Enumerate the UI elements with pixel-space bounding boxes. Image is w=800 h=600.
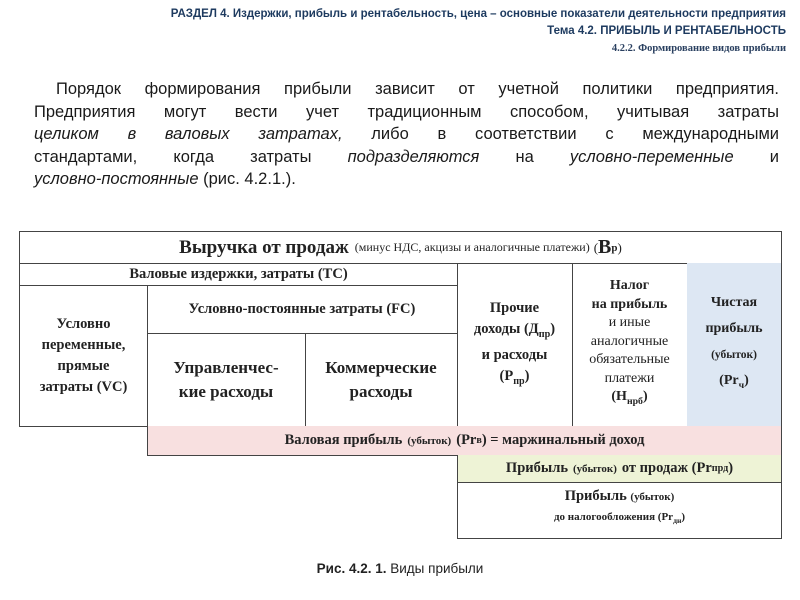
- net-l1: Чистая: [710, 295, 758, 311]
- fixed-costs-cell: [147, 286, 458, 334]
- tax-l1: Налог: [609, 278, 650, 294]
- variable-l4: затраты (VC): [39, 379, 128, 395]
- para-line-2: Предприятия могут вести учет традиционным способом, учитывая затраты: [34, 102, 779, 121]
- other-l1: Прочие: [489, 299, 540, 316]
- variable-l2: переменные,: [41, 337, 126, 353]
- comm-l2: расходы: [349, 381, 413, 401]
- gross-costs-cell: [19, 263, 458, 286]
- revenue-cell: Выручка от продаж (минус НДС, акцизы и аналогичные платежи) ( В р ): [19, 231, 782, 264]
- para-text-5: (рис. 4.2.1.).: [198, 170, 296, 188]
- sales-profit-sub: прд: [711, 463, 729, 474]
- net-profit-cell: [687, 263, 782, 427]
- net-l4: $(Pr_ч)$: [719, 373, 749, 391]
- tax-l5: обязательные: [589, 352, 670, 368]
- subtopic-header: 4.2.2. Формирование видов прибыли: [611, 43, 786, 54]
- fixed-costs-label: Условно-постоянные затраты (FC): [188, 301, 416, 317]
- revenue-note: (минус НДС, акцизы и аналогичные платежи): [354, 240, 590, 254]
- mgmt-l2: кие расходы: [178, 381, 274, 401]
- commercial-expenses-cell: [305, 333, 458, 427]
- para-line-4: [34, 146, 779, 169]
- pretax-l2: до налогообложения $(Pr_{дн})$: [553, 511, 686, 526]
- sales-profit-c: от продаж (Pr: [621, 460, 712, 476]
- gross-profit-a: Валовая прибыль: [284, 432, 403, 448]
- gross-profit-d: ) = маржинальный доход: [481, 432, 645, 448]
- other-income-cell: [457, 263, 573, 427]
- net-l2: прибыль: [705, 321, 763, 337]
- pretax-profit-cell: [457, 482, 782, 539]
- para-text-3: либо в соответствии с международными: [342, 125, 780, 143]
- other-l2: доходы $(Д_{пр})$: [473, 320, 556, 340]
- revenue-symbol: В: [598, 236, 612, 258]
- comm-l1: Коммерческие: [325, 357, 437, 377]
- para-line-5: [34, 168, 779, 191]
- management-expenses-cell: [147, 333, 306, 427]
- para-line-1: Порядок формирования прибыли зависит от учетной политики предприятия.: [56, 80, 779, 98]
- other-l4: $(Р_{пр})$: [499, 367, 530, 387]
- para-text-4a: стандартами, когда затраты: [34, 147, 348, 166]
- para-emph-1: целиком в валовых затратах,: [34, 125, 343, 143]
- intro-paragraph: [34, 78, 779, 191]
- variable-costs-cell: [19, 286, 148, 427]
- gross-profit-sub: в: [476, 435, 482, 446]
- gross-profit-c: (Pr: [456, 432, 477, 448]
- para-emph-3: условно-переменные: [569, 147, 734, 166]
- tax-l7: $(Н_{нрб})$: [611, 389, 648, 408]
- sales-profit-b: (убыток): [573, 462, 617, 475]
- para-text-4c: на: [479, 147, 570, 166]
- gross-profit-b: (убыток): [407, 434, 452, 447]
- topic-header: Тема 4.2. ПРИБЫЛЬ И РЕНТАБЕЛЬНОСТЬ: [547, 25, 786, 37]
- pretax-l1: Прибыль (убыток): [564, 488, 675, 504]
- para-emph-2: подразделяются: [347, 147, 480, 166]
- tax-cell: [572, 263, 688, 427]
- para-text-4e: и: [733, 147, 779, 166]
- sales-profit-cell: Прибыль (убыток) от продаж (Pr прд ): [457, 455, 782, 483]
- figure-caption: [0, 561, 800, 576]
- tax-l3: и иные: [608, 315, 651, 331]
- mgmt-l1: Управленчес-: [173, 357, 279, 377]
- tax-l2: на прибыль: [591, 296, 668, 312]
- variable-l1: Условно: [56, 316, 111, 332]
- revenue-title: Выручка от продаж: [179, 236, 349, 258]
- caption-label: Рис. 4.2. 1.: [316, 561, 387, 576]
- caption-text: Виды прибыли: [386, 561, 484, 576]
- revenue-subscript: р: [611, 241, 618, 254]
- tax-l4: аналогичные: [590, 333, 669, 349]
- net-l3: (убыток): [711, 349, 757, 362]
- para-emph-4: условно-постоянные: [34, 170, 199, 188]
- para-line-3: [34, 123, 779, 146]
- tax-l6: платежи: [604, 370, 655, 386]
- gross-costs-label: Валовые издержки, затраты (ТС): [129, 265, 348, 282]
- variable-l3: прямые: [57, 358, 110, 374]
- gross-profit-cell: [147, 426, 782, 456]
- other-l3: и расходы: [481, 346, 548, 363]
- section-header: РАЗДЕЛ 4. Издержки, прибыль и рентабельность, цена – основные показатели деятельности предприятия: [170, 8, 786, 20]
- sales-profit-a: Прибыль: [505, 460, 568, 476]
